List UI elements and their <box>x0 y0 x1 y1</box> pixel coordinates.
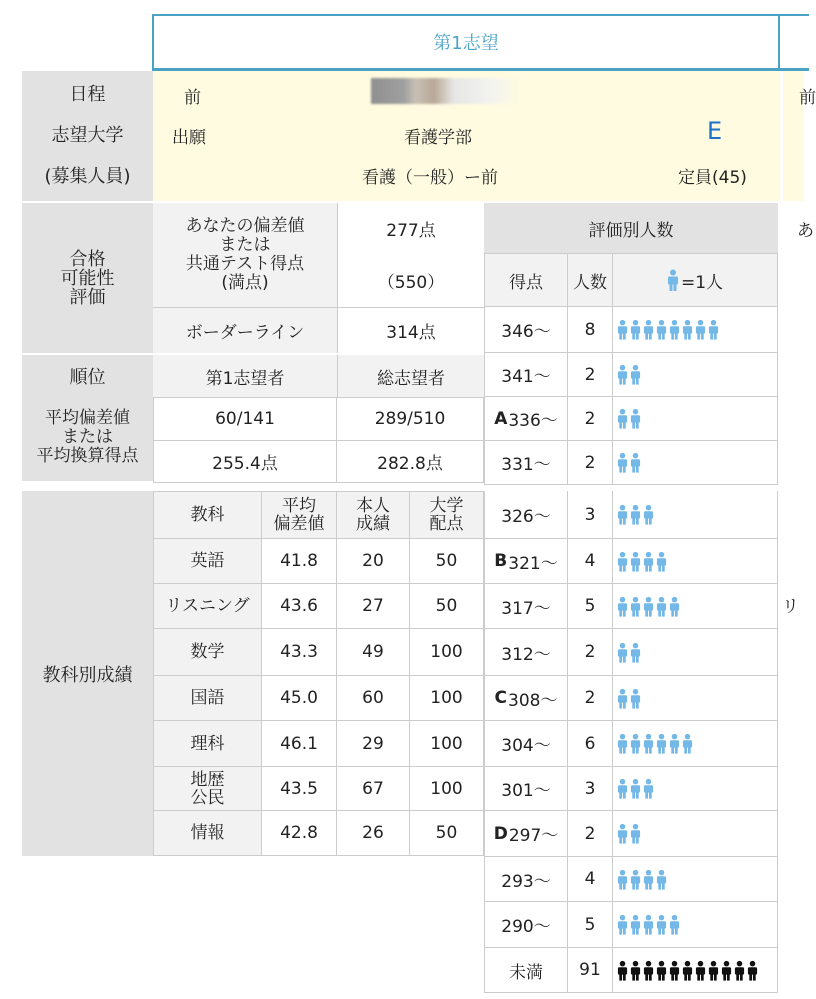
dist-count: 2 <box>584 452 596 473</box>
subject-row-name <box>153 629 262 676</box>
subject-avg-value: 43.5 <box>280 778 318 799</box>
subject-row-max <box>410 767 484 811</box>
dist-icons-cell <box>613 629 778 676</box>
judgement-grade: E <box>707 117 723 145</box>
dist-icons-cell <box>613 948 778 993</box>
score-col-text: 得点 <box>509 272 543 293</box>
dist-count-cell <box>568 584 613 629</box>
person-icon <box>617 408 628 429</box>
first-choice-header-text: 第1志望者 <box>205 368 285 389</box>
subject-row-name <box>153 721 262 767</box>
dist-range: 331～ <box>501 455 551 475</box>
person-icon <box>643 551 654 572</box>
person-icon <box>682 960 693 981</box>
person-icon <box>630 596 641 617</box>
dist-count: 4 <box>584 869 596 889</box>
all-choice-rank <box>337 397 484 441</box>
eval-label-text: 合格 可能性 評価 <box>60 248 115 308</box>
dist-range: 308～ <box>508 690 558 711</box>
subject-row-avg <box>262 767 337 811</box>
person-icon <box>747 960 758 981</box>
dist-count-cell <box>568 307 613 353</box>
capacity-value: 定員(45) <box>678 168 747 188</box>
subject-score-value: 26 <box>362 823 384 843</box>
border-label-text: ボーダーライン <box>185 323 305 343</box>
dist-count-cell <box>568 676 613 721</box>
next-col-eval <box>779 203 814 353</box>
dist-count-cell <box>568 811 613 857</box>
dist-icons-cell <box>613 441 778 485</box>
person-icon <box>617 642 628 663</box>
all-choice-avg <box>337 441 484 483</box>
subject-row-name <box>153 584 262 629</box>
subject-avg-value: 45.0 <box>280 688 318 708</box>
dist-score-cell <box>484 948 568 993</box>
subject-row-score <box>337 584 410 629</box>
subject-score-value: 27 <box>362 596 384 616</box>
all-choice-rank-value: 289/510 <box>374 409 446 429</box>
dist-score-cell <box>484 539 568 584</box>
dist-count: 2 <box>584 408 596 429</box>
dist-count: 2 <box>584 688 596 708</box>
full-score-value: （550） <box>377 272 445 293</box>
person-icon <box>630 823 641 844</box>
subject-avg-value: 43.3 <box>280 642 318 662</box>
subject-max-value: 50 <box>435 596 458 616</box>
dist-count: 3 <box>584 504 596 525</box>
schedule-value: 前 <box>184 88 201 108</box>
your-score-value: 277点 <box>386 220 436 241</box>
dist-count-cell <box>568 441 613 485</box>
person-icon <box>656 596 667 617</box>
dist-grade: B <box>494 551 508 571</box>
person-icon <box>656 551 667 572</box>
header-left-blank <box>0 0 153 70</box>
person-icon <box>669 914 680 935</box>
subject-score-header <box>337 491 410 539</box>
subject-row-avg <box>262 676 337 721</box>
person-icon <box>643 914 654 935</box>
person-icon <box>643 319 654 340</box>
person-icon <box>617 914 628 935</box>
subject-row-name <box>153 539 262 584</box>
distribution-header-text: 評価別人数 <box>588 220 674 241</box>
subject-row-max <box>410 539 484 584</box>
person-icon <box>656 733 667 754</box>
dist-icons-cell <box>613 491 778 539</box>
dist-count-cell <box>568 857 613 902</box>
subject-name-value: 数学 <box>190 642 225 662</box>
application-label: 出願 <box>172 128 206 148</box>
person-icon <box>630 319 641 340</box>
subject-max-header-text: 大学 配点 <box>429 496 464 534</box>
person-icon <box>682 319 693 340</box>
dist-range: 304～ <box>501 736 551 756</box>
dist-icons-cell <box>613 676 778 721</box>
person-icon <box>617 869 628 890</box>
subject-row-score <box>337 629 410 676</box>
subject-avg-header <box>262 491 337 539</box>
person-icon <box>630 778 641 799</box>
person-icon <box>721 960 732 981</box>
dist-range: 297～ <box>508 826 559 846</box>
dist-range: 312～ <box>501 644 551 665</box>
subject-avg-value: 42.8 <box>280 823 318 843</box>
subject-name-header <box>153 491 262 539</box>
subject-name-value: 情報 <box>190 823 225 843</box>
subject-score-value: 49 <box>362 642 384 662</box>
dist-count: 5 <box>584 914 596 935</box>
dist-score-cell <box>484 441 568 485</box>
subject-row-score <box>337 721 410 767</box>
dist-count: 4 <box>584 551 596 571</box>
person-icon <box>617 688 628 709</box>
subject-row-score <box>337 811 410 856</box>
dist-score-cell <box>484 721 568 767</box>
subject-name-value: 国語 <box>190 688 225 708</box>
subject-row-max <box>410 676 484 721</box>
subject-max-value: 100 <box>430 733 463 754</box>
dist-count: 3 <box>584 778 596 799</box>
subject-score-value: 20 <box>362 551 384 571</box>
subject-row-name <box>153 811 262 856</box>
rank-label: 順位 <box>69 367 106 388</box>
border-label <box>153 307 337 353</box>
dist-range: 未満 <box>509 962 543 983</box>
subject-score-value: 29 <box>362 733 384 754</box>
subject-avg-value: 43.6 <box>280 596 318 616</box>
dist-range: 301～ <box>501 781 551 801</box>
your-score <box>337 203 484 253</box>
person-icon <box>643 733 654 754</box>
dist-score-cell <box>484 811 568 857</box>
person-icon <box>630 551 641 572</box>
person-icon <box>630 642 641 663</box>
dist-count: 2 <box>584 823 596 844</box>
dist-icons-cell <box>613 539 778 584</box>
info-body <box>153 71 816 201</box>
faculty-name: 看護学部 <box>404 128 472 148</box>
dist-icons-cell <box>613 353 778 397</box>
person-icon <box>643 869 654 890</box>
person-icon <box>617 823 628 844</box>
dist-score-cell <box>484 353 568 397</box>
first-choice-header <box>153 355 337 397</box>
border-score <box>337 307 484 353</box>
dist-range: 321～ <box>508 553 558 574</box>
subject-row-name <box>153 676 262 721</box>
dist-grade: D <box>493 823 508 844</box>
label-capacity: (募集人員) <box>44 166 131 187</box>
dist-score-cell <box>484 397 568 441</box>
subject-label <box>22 491 153 856</box>
person-icon <box>708 960 719 981</box>
person-icon <box>617 596 628 617</box>
redacted-university-name <box>371 78 521 104</box>
dist-icons-cell <box>613 811 778 857</box>
dist-icons-cell <box>613 584 778 629</box>
rank-labels <box>22 355 153 481</box>
dist-score-cell <box>484 902 568 948</box>
person-icon <box>667 269 679 291</box>
subject-row-score <box>337 539 410 584</box>
subject-max-value: 50 <box>435 823 458 843</box>
subject-max-value: 50 <box>435 551 458 571</box>
department-name: 看護（一般）ー前 <box>362 168 498 188</box>
label-schedule: 日程 <box>69 84 106 105</box>
label-university: 志望大学 <box>51 125 124 146</box>
first-choice-rank-value: 60/141 <box>215 409 275 429</box>
person-icon <box>682 733 693 754</box>
dist-count-cell <box>568 629 613 676</box>
person-icon <box>630 733 641 754</box>
person-icon <box>617 778 628 799</box>
dist-score-cell <box>484 676 568 721</box>
person-icon <box>708 319 719 340</box>
subject-name-value: 地歴 公民 <box>190 769 225 808</box>
next-col-schedule: 前 <box>799 88 816 108</box>
dist-icons-cell <box>613 857 778 902</box>
dist-count: 2 <box>584 364 596 385</box>
dist-score-cell <box>484 491 568 539</box>
subject-max-value: 100 <box>430 642 463 662</box>
person-icon <box>695 319 706 340</box>
dist-count-cell <box>568 948 613 993</box>
dist-range: 317～ <box>501 598 551 619</box>
dist-grade: A <box>494 408 508 429</box>
person-icon <box>617 452 628 473</box>
dist-count: 91 <box>579 960 601 980</box>
dist-score-cell <box>484 307 568 353</box>
person-icon <box>630 408 641 429</box>
subject-row-score <box>337 676 410 721</box>
count-col-text: 人数 <box>573 272 607 293</box>
eval-label <box>22 203 153 353</box>
dist-count-cell <box>568 397 613 441</box>
person-icon <box>630 364 641 385</box>
person-icon <box>643 960 654 981</box>
all-choice-header-text: 総志望者 <box>377 368 445 389</box>
dist-count-cell <box>568 491 613 539</box>
person-icon <box>630 452 641 473</box>
person-icon <box>669 960 680 981</box>
next-col-subject: リ <box>782 597 799 617</box>
dist-count: 8 <box>584 319 596 340</box>
dist-count: 2 <box>584 642 596 662</box>
dist-range: 290～ <box>501 917 551 937</box>
your-score-label-text: あなたの偏差値 または 共通テスト得点 (満点) <box>185 216 305 293</box>
person-icon <box>669 733 680 754</box>
all-choice-header <box>337 355 484 397</box>
person-icon <box>656 914 667 935</box>
subject-row-avg <box>262 584 337 629</box>
person-icon <box>669 596 680 617</box>
person-icon <box>656 960 667 981</box>
avg-label-text: 平均偏差値 または 平均換算得点 <box>36 407 139 466</box>
next-choice-header <box>779 14 809 71</box>
subject-max-value: 100 <box>430 778 463 799</box>
person-icon <box>734 960 745 981</box>
subject-row-avg <box>262 629 337 676</box>
dist-icons-cell <box>613 721 778 767</box>
next-col-char-1: あ <box>797 221 814 241</box>
dist-icons-cell <box>613 307 778 353</box>
all-choice-avg-value: 282.8点 <box>377 454 443 474</box>
first-choice-avg-value: 255.4点 <box>212 454 278 474</box>
dist-range: 341～ <box>501 367 551 387</box>
dist-count-cell <box>568 767 613 811</box>
subject-row-max <box>410 584 484 629</box>
subject-score-header-text: 本人 成績 <box>356 496 390 534</box>
subject-row-score <box>337 767 410 811</box>
your-score-label <box>153 203 337 307</box>
subject-avg-value: 41.8 <box>280 551 318 571</box>
dist-icons-cell <box>613 902 778 948</box>
dist-range: 293～ <box>501 871 551 892</box>
person-icon <box>643 596 654 617</box>
subject-max-header <box>410 491 484 539</box>
dist-count-cell <box>568 353 613 397</box>
subject-name-value: 英語 <box>190 551 225 571</box>
first-choice-avg <box>153 441 337 483</box>
person-icon <box>630 688 641 709</box>
legend-text: =1人 <box>680 272 724 293</box>
dist-count-cell <box>568 539 613 584</box>
subject-row-avg <box>262 721 337 767</box>
dist-count-cell <box>568 721 613 767</box>
person-icon <box>630 869 641 890</box>
person-icon <box>617 319 628 340</box>
distribution-header <box>484 203 778 253</box>
person-icon <box>617 960 628 981</box>
dist-count-cell <box>568 902 613 948</box>
dist-icons-cell <box>613 767 778 811</box>
count-col-header <box>568 253 613 307</box>
person-icon <box>617 733 628 754</box>
subject-row-avg <box>262 539 337 584</box>
subject-avg-header-text: 平均 偏差値 <box>273 496 325 534</box>
dist-count: 5 <box>584 596 596 616</box>
choice-header-title: 第1志望 <box>433 33 499 54</box>
dist-score-cell <box>484 629 568 676</box>
subject-score-value: 67 <box>362 778 384 799</box>
info-labels <box>22 71 153 201</box>
column-divider <box>780 71 783 201</box>
dist-range: 336～ <box>508 411 558 431</box>
subject-label-text: 教科別成績 <box>42 664 133 686</box>
subject-score-value: 60 <box>362 688 384 708</box>
dist-grade: C <box>494 688 508 708</box>
person-icon <box>695 960 706 981</box>
person-icon <box>656 319 667 340</box>
subject-max-value: 100 <box>430 688 463 708</box>
full-score <box>337 253 484 307</box>
person-icon <box>630 960 641 981</box>
person-icon <box>630 504 641 525</box>
dist-score-cell <box>484 857 568 902</box>
dist-score-cell <box>484 584 568 629</box>
first-choice-rank <box>153 397 337 441</box>
legend-col-header <box>613 253 778 307</box>
dist-count: 6 <box>584 733 596 754</box>
choice-header <box>152 14 780 71</box>
person-icon <box>617 364 628 385</box>
person-icon <box>656 869 667 890</box>
person-icon <box>617 504 628 525</box>
dist-range: 326～ <box>501 507 551 527</box>
dist-range: 346～ <box>501 322 551 342</box>
subject-row-max <box>410 629 484 676</box>
subject-row-max <box>410 811 484 856</box>
dist-icons-cell <box>613 397 778 441</box>
person-icon <box>630 914 641 935</box>
person-icon <box>617 551 628 572</box>
border-score-value: 314点 <box>386 323 436 343</box>
subject-name-header-text: 教科 <box>190 505 225 525</box>
subject-row-name <box>153 767 262 811</box>
subject-row-avg <box>262 811 337 856</box>
person-icon <box>643 778 654 799</box>
person-icon <box>643 504 654 525</box>
person-icon <box>669 319 680 340</box>
subject-avg-value: 46.1 <box>280 733 318 754</box>
subject-row-max <box>410 721 484 767</box>
dist-score-cell <box>484 767 568 811</box>
subject-name-value: リスニング <box>165 596 250 616</box>
subject-name-value: 理科 <box>190 733 225 754</box>
score-col-header <box>484 253 568 307</box>
